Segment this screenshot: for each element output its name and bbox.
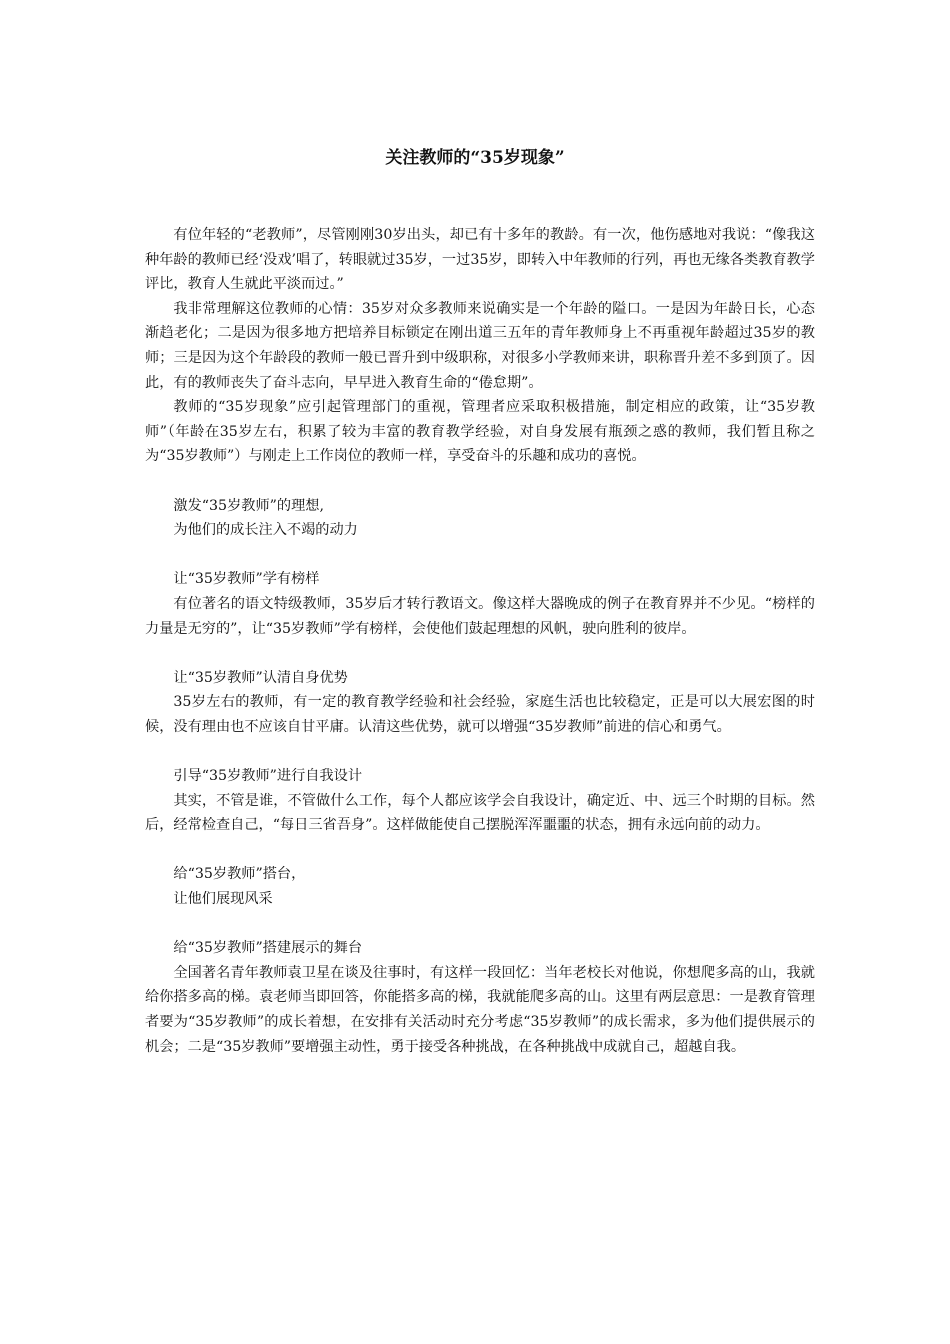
spacer	[145, 838, 815, 863]
paragraph-intro: 有位年轻的“老教师”，尽管刚刚30岁出头，却已有十多年的教龄。有一次，他伤感地对我说：“像我这种年龄的教师已经‘没戏’唱了，转眼就过35岁，一过35岁，即转入中年教师的行列，再也无缘各类教育教学评比，教育人生就此平淡而过。”	[145, 227, 815, 293]
section-heading-line: 让他们展现风采	[173, 891, 273, 908]
section-heading-line: 为他们的成长注入不竭的动力	[173, 522, 358, 539]
subsection-body: 全国著名青年教师袁卫星在谈及往事时，有这样一段回忆：当年老校长对他说，你想爬多高的山，我就给你搭多高的梯。袁老师当即回答，你能搭多高的梯，我就能爬多高的山。这里有两层意思：一是教育管理者要为“35岁教师”的成长着想，在安排有关活动时充分考虑“35岁教师”的成长需求，多为他们提供展示的机会；二是“35岁教师”要增强主动性，勇于接受各种挑战，在各种挑战中成就自己，超越自我。	[145, 964, 815, 1055]
spacer	[145, 543, 815, 568]
subsection-body: 其实，不管是谁，不管做什么工作，每个人都应该学会自我设计，确定近、中、远三个时期的目标。然后，经常检查自己，“每日三省吾身”。这样做能使自己摆脱浑浑噩噩的状态，拥有永远向前的动力。	[145, 792, 815, 834]
spacer	[145, 641, 815, 666]
paragraph-analysis: 我非常理解这位教师的心情：35岁对众多教师来说确实是一个年龄的隘口。一是因为年龄日长，心态渐趋老化；二是因为很多地方把培养目标锁定在刚出道三五年的青年教师身上不再重视年龄超过35岁的教师；三是因为这个年龄段的教师一般已晋升到中级职称，对很多小学教师来讲，职称晋升差不多到顶了。因此，有的教师丧失了奋斗志向，早早进入教育生命的“倦怠期”。	[145, 300, 815, 391]
subsection-heading: 给“35岁教师”搭建展示的舞台	[173, 940, 363, 957]
subsection-heading: 让“35岁教师”认清自身优势	[173, 669, 348, 686]
section-heading-line: 激发“35岁教师”的理想,	[173, 497, 324, 514]
spacer	[145, 469, 815, 494]
subsection-body: 35岁左右的教师，有一定的教育教学经验和社会经验，家庭生活也比较稳定，正是可以大展宏图的时候，没有理由也不应该自甘平庸。认清这些优势，就可以增强“35岁教师”前进的信心和勇气。	[145, 694, 815, 735]
document-body	[145, 223, 815, 1059]
section-heading-line: 给“35岁教师”搭台，	[173, 866, 306, 883]
spacer	[145, 912, 815, 937]
spacer	[145, 739, 815, 764]
subsection-body: 有位著名的语文特级教师，35岁后才转行教语文。像这样大器晚成的例子在教育界并不少见。“榜样的力量是无穷的”，让“35岁教师”学有榜样，会使他们鼓起理想的风帆，驶向胜利的彼岸。	[145, 595, 815, 637]
subsection-heading: 让“35岁教师”学有榜样	[173, 571, 320, 588]
page-title: 关注教师的“35岁现象”	[385, 148, 565, 168]
subsection-heading: 引导“35岁教师”进行自我设计	[173, 768, 363, 785]
paragraph-proposal: 教师的“35岁现象”应引起管理部门的重视，管理者应采取积极措施，制定相应的政策，让“35岁教师”（年龄在35岁左右，积累了较为丰富的教育教学经验，对自身发展有瓶颈之惑的教师，我们暂且称之为“35岁教师”）与刚走上工作岗位的教师一样，享受奋斗的乐趣和成功的喜悦。	[145, 399, 815, 465]
